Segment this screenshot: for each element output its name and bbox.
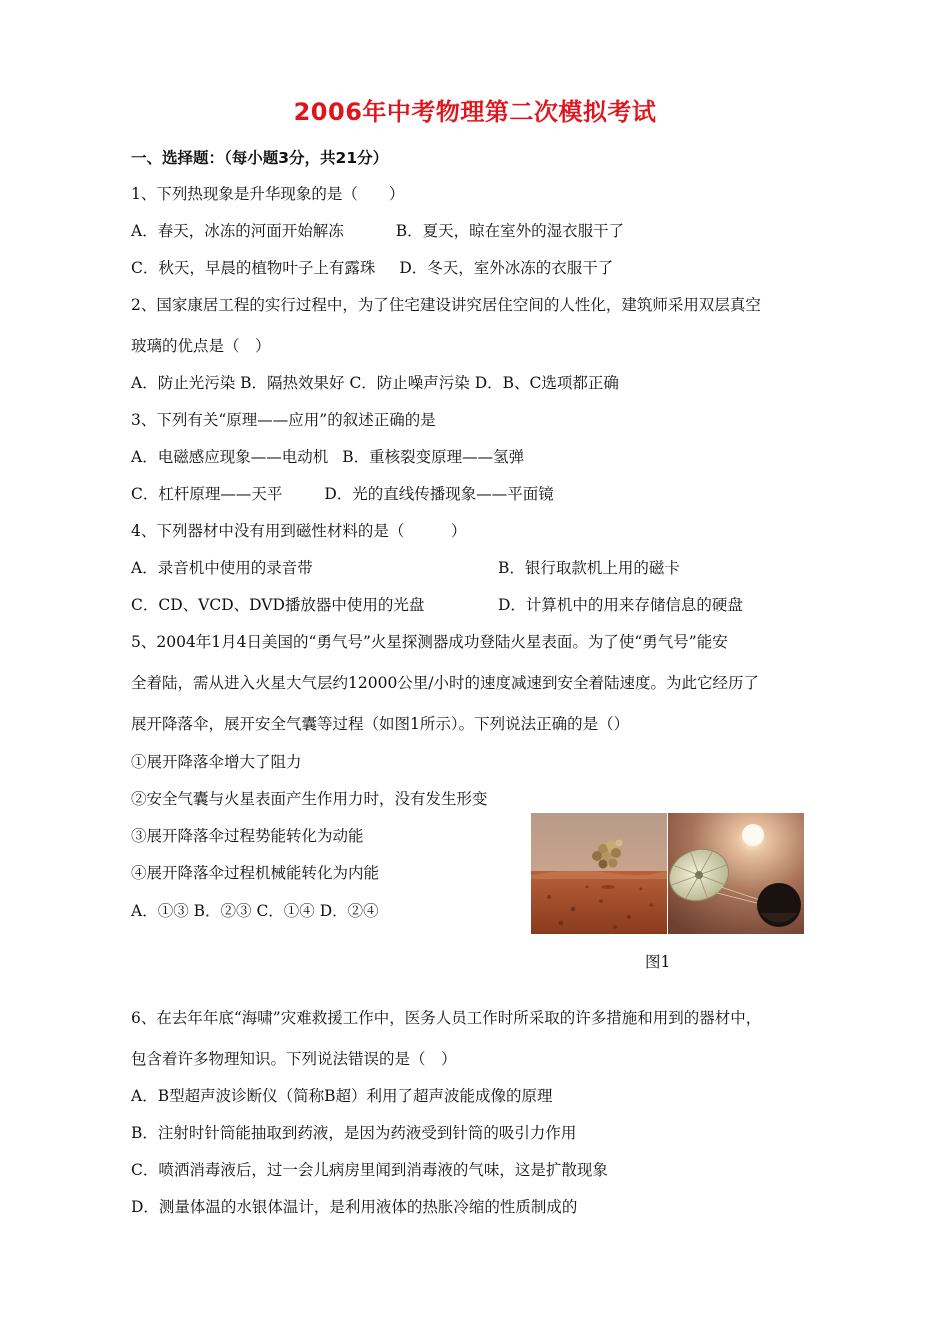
question-1-stem: 1、下列热现象是升华现象的是（ ） bbox=[131, 185, 405, 203]
option-b: B．注射时针筒能抽取到药液，是因为药液受到针筒的吸引力作用 bbox=[131, 1124, 577, 1142]
option-c: C．秋天，早晨的植物叶子上有露珠 bbox=[131, 259, 376, 277]
mars-landing-figure bbox=[531, 813, 804, 934]
option-a: A．春天，冰冻的河面开始解冻 bbox=[131, 222, 344, 240]
question-5-stem-line1: 5、2004年1月4日美国的“勇气号”火星探测器成功登陆火星表面。为了使“勇气号”能安 bbox=[131, 633, 728, 651]
option-b: B．银行取款机上用的磁卡 bbox=[498, 559, 680, 577]
option-a: A．录音机中使用的录音带 bbox=[131, 559, 313, 577]
question-5-options: A．①③ B．②③ C．①④ D．②④ bbox=[131, 902, 379, 920]
question-6-stem-line2: 包含着许多物理知识。下列说法错误的是（ ） bbox=[131, 1050, 457, 1068]
option-d: D．测量体温的水银体温计，是利用液体的热胀冷缩的性质制成的 bbox=[131, 1198, 578, 1216]
statement-3: ③展开降落伞过程势能转化为动能 bbox=[131, 827, 364, 845]
question-5-stem-line3: 展开降落伞，展开安全气囊等过程（如图1所示）。下列说法正确的是（） bbox=[131, 715, 630, 733]
question-3-options-cd bbox=[131, 482, 554, 504]
page-title: 2006年中考物理第二次模拟考试 bbox=[293, 98, 657, 126]
question-4-stem: 4、下列器材中没有用到磁性材料的是（ ） bbox=[131, 522, 467, 540]
option-c: C．喷洒消毒液后，过一会儿病房里闻到消毒液的气味，这是扩散现象 bbox=[131, 1161, 608, 1179]
option-d: D．计算机中的用来存储信息的硬盘 bbox=[498, 596, 743, 614]
option-a: A．B型超声波诊断仪（简称B超）利用了超声波能成像的原理 bbox=[131, 1087, 553, 1105]
statement-4: ④展开降落伞过程机械能转化为内能 bbox=[131, 864, 380, 882]
question-2-options: A．防止光污染 B．隔热效果好 C．防止噪声污染 D．B、C选项都正确 bbox=[131, 374, 619, 392]
question-2-stem-line2: 玻璃的优点是（ ） bbox=[131, 337, 271, 355]
option-a: A．电磁感应现象——电动机 bbox=[131, 448, 329, 466]
option-d: D．冬天，室外冰冻的衣服干了 bbox=[399, 259, 614, 277]
option-b: B．重核裂变原理——氢弹 bbox=[342, 448, 525, 466]
option-b: B．夏天，晾在室外的湿衣服干了 bbox=[395, 222, 625, 240]
option-d: D．光的直线传播现象——平面镜 bbox=[324, 485, 554, 503]
question-1-options-ab bbox=[131, 219, 624, 241]
section-heading: 一、选择题：（每小题3分，共21分） bbox=[131, 149, 389, 167]
question-3-stem: 3、下列有关“原理——应用”的叙述正确的是 bbox=[131, 411, 436, 429]
statement-2: ②安全气囊与火星表面产生作用力时，没有发生形变 bbox=[131, 790, 488, 808]
statement-1: ①展开降落伞增大了阻力 bbox=[131, 753, 302, 771]
figure-caption: 图1 bbox=[645, 953, 671, 971]
question-3-options-ab bbox=[131, 445, 524, 467]
option-c: C．CD、VCD、DVD播放器中使用的光盘 bbox=[131, 596, 425, 614]
question-1-options-cd bbox=[131, 256, 613, 278]
question-2-stem-line1: 2、国家康居工程的实行过程中，为了住宅建设讲究居住空间的人性化，建筑师采用双层真空 bbox=[131, 296, 761, 314]
question-6-stem-line1: 6、在去年年底“海啸”灾难救援工作中，医务人员工作时所采取的许多措施和用到的器材中， bbox=[131, 1009, 762, 1027]
question-5-stem-line2: 全着陆，需从进入火星大气层约12000公里/小时的速度减速到安全着陆速度。为此它经历了 bbox=[131, 674, 760, 692]
option-c: C．杠杆原理——天平 bbox=[131, 485, 283, 503]
